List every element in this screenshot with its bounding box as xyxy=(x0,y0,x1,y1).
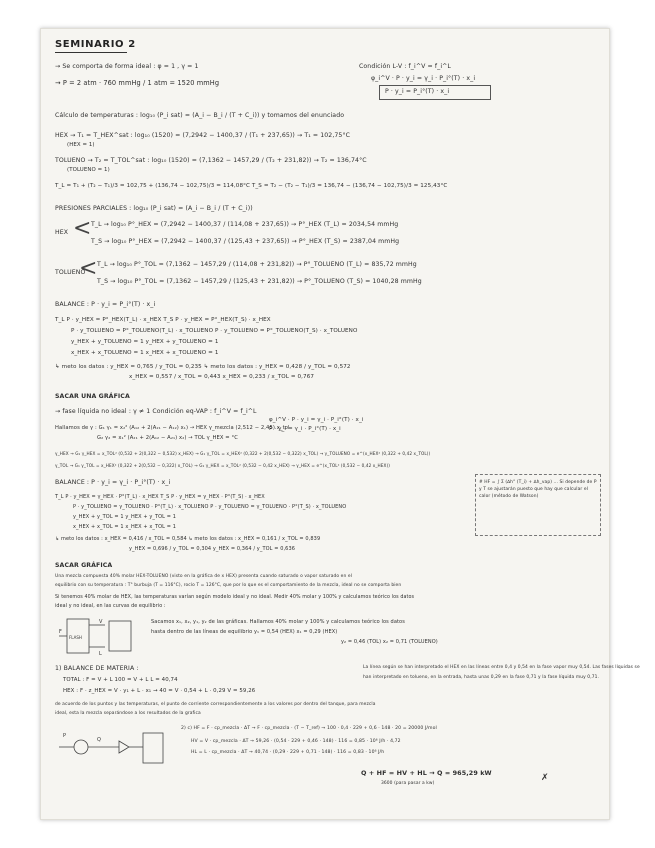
notebook-page xyxy=(40,28,640,820)
page-title: SEMINARIO 2 xyxy=(55,39,136,50)
line-35: ideal y no ideal, en las curvas de equilibrio : xyxy=(55,604,166,609)
line-6: T_L = T₁ + (T₂ − T₁)/3 = 102,75 + (136,74 − 102,75)/3 = 114,08°C T_S = T₂ − (T₂ − T₁)/3 = 136,74 − (136,74 − 102,75)/3 = 125,43°C xyxy=(55,183,448,189)
line-12: BALANCE : P · y_i = P_i°(T) · x_i xyxy=(55,301,156,308)
line-27: y_HEX + y_TOL = 1 y_HEX + y_TOL = 1 xyxy=(73,514,176,520)
line-41: ideal, esta la mezcla separándose a los resultados de la grafica xyxy=(55,711,201,716)
line-15: y_HEX + y_TOLUENO = 1 y_HEX + y_TOLUENO = 1 xyxy=(71,339,219,345)
line-9: T_S → log₁₀ P°_HEX = (7,2942 − 1400,37 / (125,43 + 237,65)) → P°_HEX (T_S) = 2387,04 mmHg xyxy=(91,238,400,245)
side-note: # HF = ∫ Σ (∆h° (T_i) + ∆h_vap) ... Si depende de P y T se ajustarán puesto que hay que calcular el calor (método de Watson) xyxy=(479,480,597,499)
line-26: P · y_TOLUENO = γ_TOLUENO · P°(T_L) · x_TOLUENO P · y_TOLUENO = γ_TOLUENO · P°(T_S) · x_TOLUENO xyxy=(73,504,347,510)
line-20b: φ_i^V · P · y_i = γ_i · P_i°(T) · x_i xyxy=(269,417,364,423)
diagram-vapor-label: V xyxy=(99,619,103,625)
line-14: P · y_TOLUENO = P°_TOLUENO(T_L) · x_TOLUENO P · y_TOLUENO = P°_TOLUENO(T_S) · x_TOLUENO xyxy=(71,328,358,334)
line-23: γ_TOL → G₁ γ_TOL = x_HEX² (0,322 + 2(0,532 − 0,322) x_TOL) → G₁ γ_HEX = x_TOL² (0,532 − 0,42 x_HEX) → γ_HEX = e^(x_TOL² (0,532 − 0,42 x_HEX)) xyxy=(55,463,390,468)
diagram-liquid-label: L xyxy=(99,651,102,657)
line-20c: P · y_i = γ_i · P_i°(T) · x_i xyxy=(269,426,341,432)
line-34: Si tenemos 40% molar de HEX, las temperaturas varían según modelo ideal y no ideal. Medir 40% molar y 100% y calculamos teórico los datos xyxy=(55,595,415,600)
line-4b: (HEX = 1) xyxy=(67,142,95,148)
line-36: Sacamos x₁, x₂, y₁, y₂ de las gráficas. Hallamos 40% molar y 100% y calculamos teórico los datos xyxy=(151,619,405,625)
line-4: HEX → T₁ = T_HEX^sat : log₁₀ (1520) = (7,2942 − 1400,37 / (T₁ + 237,65)) → T₁ = 102,75°C xyxy=(55,132,351,139)
line-18: x_HEX = 0,557 / x_TOL = 0,443 x_HEX = 0,233 / x_TOL = 0,767 xyxy=(129,374,315,380)
title-underline xyxy=(55,52,127,53)
line-38: TOTAL : F = V + L 100 = V + L L = 40,74 xyxy=(63,677,178,683)
line-37b: La línea según se han interpretado el HEX en las líneas entre 0,4 y 0,54 en la fase vapor muy 0,54. Las fases líquidas se xyxy=(363,665,640,670)
line-2b: P · y_i = P_i°(T) · x_i xyxy=(385,88,450,95)
line-10b: TOLUENO xyxy=(55,269,86,276)
line-21: Hallamos de γ : G₁ γ₁ = x₂² (A₁₂ + 2(A₂₁ − A₁₂) x₁) → HEX γ_mezcla (2,512 − 2,45) x_tol xyxy=(55,425,290,431)
line-42: 2) c) HF = F · cp_mezcla · ΔT → F · cp_mezcla · (T − T_ref) → 100 · 0,4 · 229 + 0,6 · 148 · 20 = 20000 J/mol xyxy=(181,726,437,731)
line-36b: hasta dentro de las líneas de equilibrio y₁ = 0,54 (HEX) x₁ = 0,29 (HEX) xyxy=(151,629,338,635)
line-13: T_L P · y_HEX = P°_HEX(T_L) · x_HEX T_S P · y_HEX = P°_HEX(T_S) · x_HEX xyxy=(55,317,271,323)
line-40: de acuerdo de los puntos y las temperaturas, el punto de corriente correspondientemente a los valores por dentro del tanque, para mezcla xyxy=(55,702,376,707)
line-28: x_HEX + x_TOL = 1 x_HEX + x_TOL = 1 xyxy=(73,524,176,530)
line-22: γ_HEX → G₁ γ_HEX = x_TOL² (0,532 + 2(0,322 − 0,532) x_HEX) → G₁ γ_TOL = x_HEX² (0,322 + 2(0,532 − 0,322) x_TOL) → γ_TOLUENO = e^(x_HEX² (0,322 + 0,42 x_TOL)) xyxy=(55,451,431,456)
line-30: y_HEX = 0,696 / y_TOL = 0,304 y_HEX = 0,364 / y_TOL = 0,636 xyxy=(129,546,296,552)
brace-hex: < xyxy=(73,216,92,241)
line-7: PRESIONES PARCIALES : log₁₀ (P_i sat) = (A_i − B_i / (T + C_i)) xyxy=(55,205,253,212)
line-44: HL = L · cp_mezcla · ΔT → 40,74 · (0,29 · 229 + 0,71 · 148) · 116 = 0,83 · 10⁶ J/h xyxy=(191,750,385,755)
line-8b: HEX xyxy=(55,229,69,236)
sketch-p-label: P xyxy=(63,733,67,739)
line-43: HV = V · cp_mezcla · ΔT → 59,26 · (0,54 · 229 + 0,46 · 148) · 116 = 0,85 · 10⁶ J/h · 4,72 xyxy=(191,739,401,744)
line-2: → P = 2 atm · 760 mmHg / 1 atm = 1520 mmHg xyxy=(55,79,220,87)
line-8: T_L → log₁₀ P°_HEX = (7,2942 − 1400,37 / (114,08 + 237,65)) → P°_HEX (T_L) = 2034,54 mmHg xyxy=(91,221,399,228)
line-37c: han interpretado en tolueno, en la entrada, hasta unas 0,29 en la fase 0,71 y la fase líquida muy 0,71. xyxy=(363,675,599,680)
line-1b: Condición L-V : f_i^V = f_i^L xyxy=(359,63,451,70)
diagram-feed-label: F xyxy=(59,629,62,635)
line-36c: y₂ = 0,46 (TOL) x₂ = 0,71 (TOLUENO) xyxy=(341,639,438,645)
line-39: HEX : F · z_HEX = V · y₁ + L · x₁ → 40 = V · 0,54 + L · 0,29 V = 59,26 xyxy=(63,688,256,694)
line-33: equilibrio con su temperatura : T° burbuja (T = 116°C), rocío T = 126°C, que por lo que es el comportamiento de la mezcla, ideal no se comporta bien xyxy=(55,583,402,588)
line-11: T_S → log₁₀ P°_TOL = (7,1362 − 1457,29 / (125,43 + 231,82)) → P°_TOLUENO (T_S) = 1040,28 mmHg xyxy=(97,278,422,285)
line-32: Una mezcla compuesta 40% molar HEX-TOLUENO (visto en la gráfica de x HEX) presenta cuando saturado o vapor saturado en el xyxy=(55,574,352,579)
sketch-q-label: Q xyxy=(97,737,101,743)
line-46: 3600 (para pasar a kw) xyxy=(381,781,435,786)
diagram-flash-label: FLASH xyxy=(69,635,82,640)
line-3: Cálculo de temperaturas : log₁₀ (P_i sat) = (A_i − B_i / (T + C_i)) y tomamos del enunciado xyxy=(55,112,345,119)
line-5: TOLUENO → T₂ = T_TOL^sat : log₁₀ (1520) = (7,1362 − 1457,29 / (T₂ + 231,82)) → T₂ = 136,74°C xyxy=(55,157,367,164)
line-45-result: Q + HF = HV + HL → Q = 965,29 kW xyxy=(361,769,492,777)
line-20: → fase líquida no ideal : γ ≠ 1 Condición eq-VAP : f_i^V = f_i^L xyxy=(55,408,257,415)
line-17: ↳ meto los datos : y_HEX = 0,765 / y_TOL = 0,235 ↳ meto los datos : y_HEX = 0,428 / y_TOL = 0,572 xyxy=(55,364,351,370)
line-10: T_L → log₁₀ P°_TOL = (7,1362 − 1457,29 / (114,08 + 231,82)) → P°_TOLUENO (T_L) = 835,72 mmHg xyxy=(97,261,417,268)
process-sketch xyxy=(59,723,169,767)
flash-diagram xyxy=(59,613,139,663)
line-1c: φ_i^V · P · y_i = γ_i · P_i°(T) · x_i xyxy=(371,75,476,82)
line-16: x_HEX + x_TOLUENO = 1 x_HEX + x_TOLUENO = 1 xyxy=(71,350,219,356)
brace-toluene: < xyxy=(79,256,98,281)
signature-mark: ✗ xyxy=(541,773,549,783)
line-29: ↳ meto los datos : x_HEX = 0,416 / x_TOL = 0,584 ↳ meto los datos : x_HEX = 0,161 / x_TOL = 0,839 xyxy=(55,536,321,542)
line-1: → Se comporta de forma ideal : φ = 1 , γ = 1 xyxy=(55,63,199,70)
line-19: SACAR UNA GRÁFICA xyxy=(55,393,130,400)
line-31: SACAR GRÁFICA xyxy=(55,562,113,569)
line-37: 1) BALANCE DE MATERIA : xyxy=(55,665,139,672)
line-5b: (TOLUENO = 1) xyxy=(67,167,110,173)
line-21b: G₂ γ₂ = x₁² (A₂₁ + 2(A₁₂ − A₂₁) x₂) → TOL γ_HEX = °C xyxy=(97,435,238,441)
line-25: T_L P · y_HEX = γ_HEX · P°(T_L) · x_HEX T_S P · y_HEX = γ_HEX · P°(T_S) · x_HEX xyxy=(55,494,265,500)
line-24: BALANCE : P · y_i = γ_i · P_i°(T) · x_i xyxy=(55,479,171,486)
